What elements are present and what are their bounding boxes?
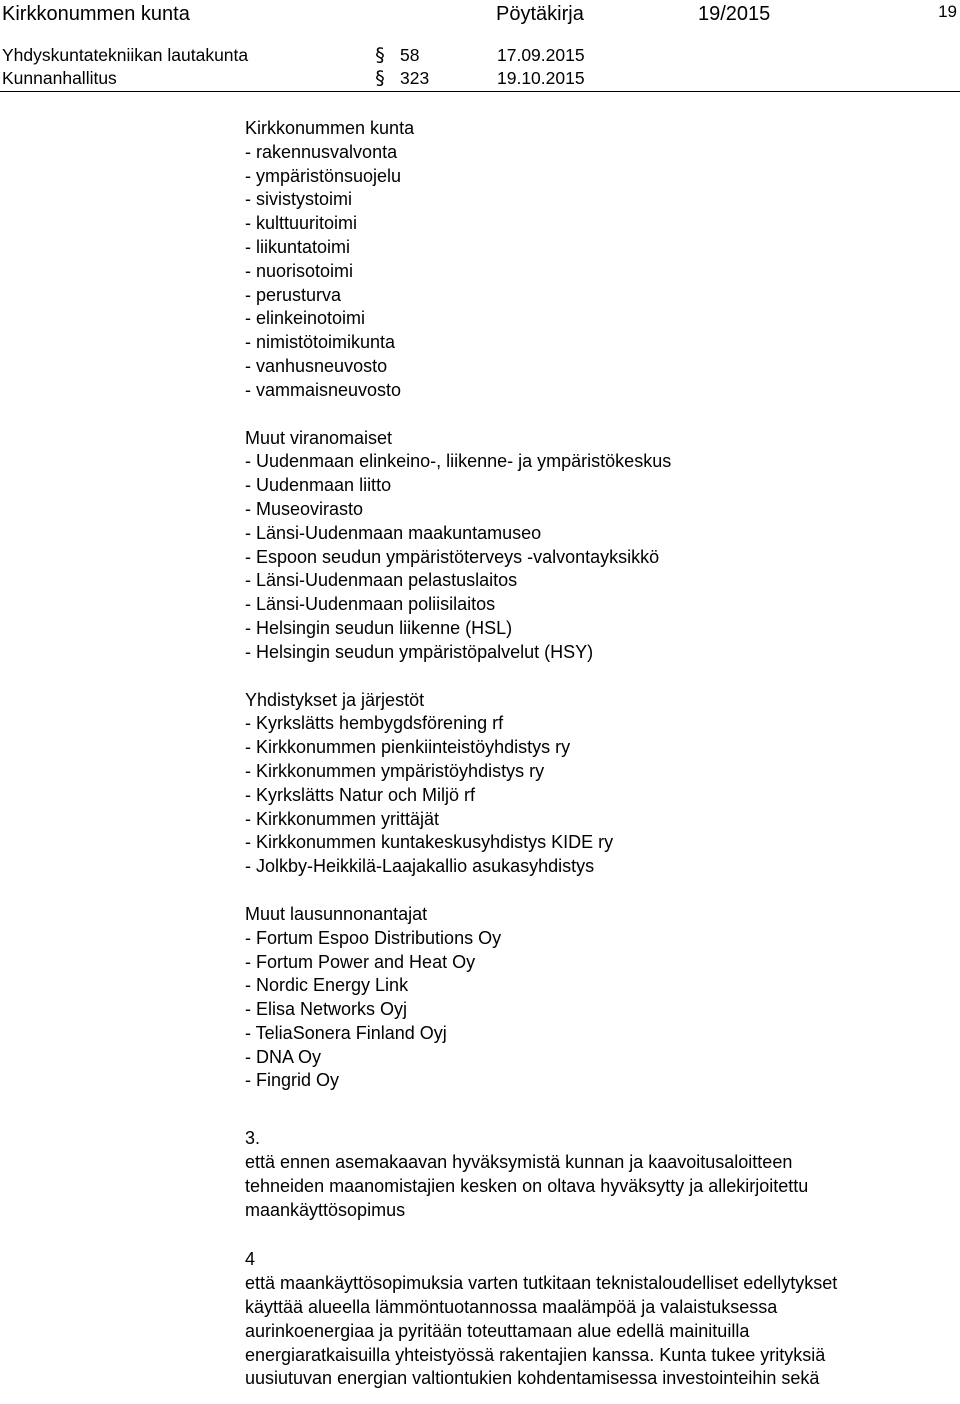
- list-item: - Fortum Espoo Distributions Oy: [245, 927, 502, 948]
- document-number: 19/2015: [698, 3, 771, 25]
- clause-line: energiaratkaisuilla yhteistyössä rakentajien kanssa. Kunta tukee yrityksiä: [245, 1344, 826, 1365]
- list-item: - rakennusvalvonta: [245, 141, 398, 162]
- recipient-list: [245, 427, 837, 665]
- list-item: - Kirkkonummen yrittäjät: [245, 808, 440, 829]
- paragraph-sign-icon: [373, 67, 387, 87]
- list-item: - Helsingin seudun liikenne (HSL): [245, 617, 513, 638]
- numbered-clause: [245, 1248, 837, 1391]
- page-number: 19: [938, 2, 957, 21]
- document-body: [245, 117, 837, 1391]
- list-item: - perusturva: [245, 284, 342, 305]
- meeting-body: Yhdyskuntatekniikan lautakunta: [2, 45, 249, 65]
- list-item: - Kirkkonummen ympäristöyhdistys ry: [245, 760, 545, 781]
- list-item: - elinkeinotoimi: [245, 308, 366, 329]
- list-item: - Kyrkslätts Natur och Miljö rf: [245, 784, 476, 805]
- meeting-date: 19.10.2015: [497, 68, 585, 88]
- list-item: - nuorisotoimi: [245, 260, 354, 281]
- list-item: - Länsi-Uudenmaan poliisilaitos: [245, 594, 496, 615]
- list-item: - Espoon seudun ympäristöterveys -valvontayksikkö: [245, 546, 660, 567]
- list-item: - ympäristönsuojelu: [245, 165, 402, 186]
- list-item: - Kirkkonummen pienkiinteistöyhdistys ry: [245, 737, 571, 758]
- list-heading: Muut viranomaiset: [245, 427, 393, 448]
- clause-line: tehneiden maanomistajien kesken on oltava hyväksytty ja allekirjoitettu: [245, 1175, 809, 1196]
- list-item: - Uudenmaan elinkeino-, liikenne- ja ympäristökeskus: [245, 451, 672, 472]
- list-item: - Länsi-Uudenmaan pelastuslaitos: [245, 570, 518, 591]
- list-heading: Muut lausunnonantajat: [245, 903, 428, 924]
- list-item: - Länsi-Uudenmaan maakuntamuseo: [245, 522, 542, 543]
- numbered-clause: [245, 1127, 837, 1222]
- list-item: - Uudenmaan liitto: [245, 475, 392, 496]
- header-divider: [0, 91, 960, 92]
- svg-text:§: §: [375, 44, 385, 64]
- clause-line: että ennen asemakaavan hyväksymistä kunnan ja kaavoitusaloitteen: [245, 1152, 793, 1173]
- list-heading: Yhdistykset ja järjestöt: [245, 689, 425, 710]
- clause-number: 3.: [245, 1128, 261, 1149]
- recipient-list: [245, 689, 837, 879]
- meeting-body: Kunnanhallitus: [2, 68, 117, 88]
- list-item: - Fingrid Oy: [245, 1070, 340, 1091]
- list-item: - Fortum Power and Heat Oy: [245, 951, 476, 972]
- clause-line: uusiutuvan energian valtiontukien kohdentamisessa investointeihin sekä: [245, 1368, 820, 1389]
- paragraph-sign-icon: [373, 44, 387, 64]
- list-item: - DNA Oy: [245, 1046, 322, 1067]
- list-item: - Helsingin seudun ympäristöpalvelut (HSY): [245, 641, 594, 662]
- list-item: - vammaisneuvosto: [245, 379, 402, 400]
- list-item: - nimistötoimikunta: [245, 332, 396, 353]
- list-item: - kulttuuritoimi: [245, 213, 358, 234]
- list-item: - liikuntatoimi: [245, 236, 351, 257]
- clause-number: 4: [245, 1249, 256, 1270]
- recipient-list: [245, 903, 837, 1093]
- municipality-name: Kirkkonummen kunta: [2, 3, 190, 25]
- clause-line: maankäyttösopimus: [245, 1199, 406, 1220]
- clause-line: käyttää alueella lämmöntuotannossa maalämpöä ja valaistuksessa: [245, 1297, 778, 1318]
- list-item: - vanhusneuvosto: [245, 355, 388, 376]
- clause-line: että maankäyttösopimuksia varten tutkitaan teknistaloudelliset edellytykset: [245, 1273, 838, 1294]
- list-item: - Kyrkslätts hembygdsförening rf: [245, 713, 504, 734]
- list-heading: Kirkkonummen kunta: [245, 118, 415, 138]
- list-item: - Nordic Energy Link: [245, 975, 409, 996]
- list-item: - sivistystoimi: [245, 189, 352, 210]
- list-item: - Elisa Networks Oyj: [245, 999, 408, 1020]
- section-number: 323: [400, 68, 430, 88]
- list-item: - TeliaSonera Finland Oyj: [245, 1022, 447, 1043]
- document-type: Pöytäkirja: [496, 3, 584, 25]
- list-item: - Kirkkonummen kuntakeskusyhdistys KIDE ry: [245, 832, 614, 853]
- svg-text:§: §: [375, 67, 385, 87]
- section-number: 58: [400, 45, 420, 65]
- list-item: - Jolkby-Heikkilä-Laajakallio asukasyhdistys: [245, 856, 595, 877]
- recipient-list: [245, 117, 837, 403]
- clause-line: aurinkoenergiaa ja pyritään toteuttamaan alue edellä mainituilla: [245, 1320, 750, 1341]
- meeting-date: 17.09.2015: [497, 45, 585, 65]
- list-item: - Museovirasto: [245, 498, 364, 519]
